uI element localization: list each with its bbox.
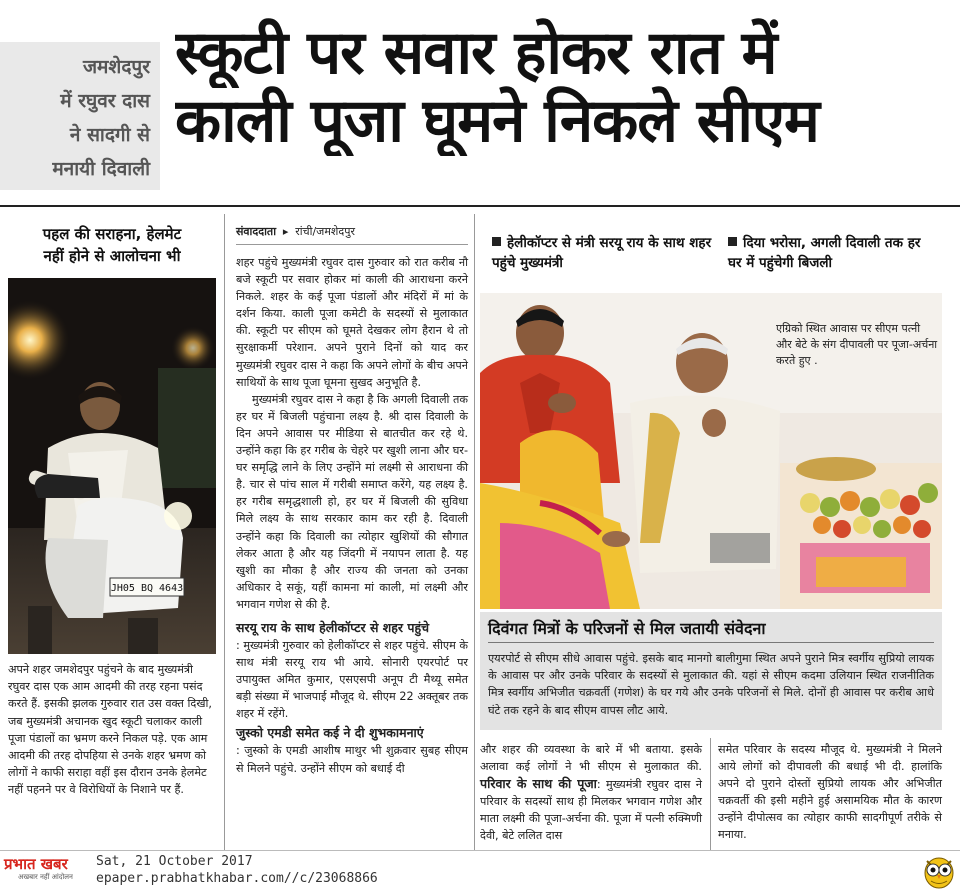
bottom-col2-text: समेत परिवार के सदस्य मौजूद थे. मुख्यमंत्री ने मिलने आये लोगों को दीपावली की बधाई भी दी. हालांकि अपने दो पुराने दोस्तों सुप्रियो लायक और अभिजीत चक्रवर्ती की इसी महीने हुई असामयिक मौत के कारण उन्होंने दीपोत्सव का त्योहार काफी सादगीपूर्ण तरीके से मनाया. bbox=[718, 743, 942, 842]
footer-date: Sat, 21 October 2017 bbox=[96, 854, 253, 869]
footer-logo bbox=[4, 855, 90, 885]
left-heading-line1: पहल की सराहना, हेलमेट bbox=[42, 225, 182, 243]
footer-url: epaper.prabhatkhabar.com//c/23068866 bbox=[96, 871, 378, 886]
dateline-label: संवाददाता bbox=[236, 225, 277, 238]
main-subhead-1: सरयू राय के साथ हेलीकॉप्टर से शहर पहुंचे bbox=[236, 619, 430, 635]
owl-icon[interactable] bbox=[922, 853, 956, 889]
headline bbox=[175, 18, 960, 156]
bottom-column-1 bbox=[480, 741, 702, 845]
condolence-text: एयरपोर्ट से सीएम सीधे आवास पहुंचे. इसके बाद मानगो बालीगुमा स्थित अपने पुराने मित्र स्वर्गीय सुप्रियो लायक के आवास पर और उनके परिवार के सदस्यों से मुलाकात की. यहां से सीएम कदमा उलियान स्थित राजनीतिक मित्र स्वर्गीय अभिजीत चक्रवर्ती (गणेश) के घर गये और उनके परिजनों से मिले. दोनों ही आवास पर करीब आधे घंटे तक रहने के बाद सीएम वापस लौट आये. bbox=[488, 652, 934, 717]
headline-line2: काली पूजा घूमने निकले सीएम bbox=[175, 86, 819, 156]
left-sidebar-heading bbox=[8, 223, 216, 267]
scooter-photo bbox=[8, 278, 216, 654]
bottom-col1-text: और शहर की व्यवस्था के बारे में भी बताया. इसके अलावा कई लोगों ने भी सीएम से मुलाकात की. bbox=[480, 743, 702, 774]
main-subhead-2: जुस्को एमडी समेत कई ने दी शुभकामनाएं bbox=[236, 725, 424, 741]
logo-tagline: अखबार नहीं आंदोलन bbox=[18, 873, 73, 881]
condolence-heading: दिवंगत मित्रों के परिजनों से मिल जतायी संवेदना bbox=[488, 616, 934, 643]
main-column bbox=[236, 254, 468, 777]
scooter-photo-illustration bbox=[8, 278, 216, 654]
dateline-arrow: ▸ bbox=[282, 225, 289, 238]
owl-icon-svg bbox=[922, 853, 956, 889]
main-para-4: : जुस्को के एमडी आशीष माथुर भी शुक्रवार सुबह सीएम से मिलने पहुंचे. उन्होंने सीएम को बधाई दी bbox=[236, 744, 468, 775]
main-para-2: मुख्यमंत्री रघुवर दास ने कहा है कि अगली दिवाली तक हर घर में बिजली पहुंचाना लक्ष्य है. श्री दास दिवाली के दिन अपने आवास पर मीडिया से बातचीत कर रहे थे. उन्होंने कहा कि हर गरीब के चेहरे पर खुशी लाना और घर- घर समृद्धि लाने के लिए उन्होंने मां लक्ष्मी से आराधना की है. चार से पांच साल में गरीबी समाप्त करेंगे, यह लक्ष्य है. हर गरीब समृद्धशाली हो, हर घर में बिजली की सुविधा मिले लक्ष्य के साथ सरकार काम कर रही है. दिवाली उन्होंने कहा कि दिवाली का त्योहार खुशियों की सौगात लेकर आता है और यह जिंदगी में नयापन लाता है. यह खुशी का मौका है और राज्य की जनता को उनका अधिकार दे सकूं, यहीं कामना मां काली, मां लक्ष्मी और भगवान गणेश से की है. bbox=[236, 392, 468, 611]
headline-line1: स्कूटी पर सवार होकर रात में bbox=[175, 18, 777, 88]
dateline-place: रांची/जमशेदपुर bbox=[295, 225, 355, 238]
left-caption-text: अपने शहर जमशेदपुर पहुंचने के बाद मुख्यमंत्री रघुवर दास एक आम आदमी की तरह रहना पसंद करते हैं. इसकी झलक गुरुवार रात उस वक्त दिखी, जब मुख्यमंत्री अचानक खुद स्कूटी चलाकर काली पूजा पंडालों का भ्रमण करने निकल पड़े. एक आम आदमी की तरह दोपहिया से उनके शहर भ्रमण को लोगों ने काफी सराहा वहीं इस दौरान उनके हेलमेट नहीं पहनने पर वे विरोधियों के निशाने पर हैं. bbox=[8, 663, 212, 797]
dateline bbox=[236, 224, 468, 240]
bullet-icon bbox=[728, 237, 737, 246]
column-divider-3 bbox=[710, 738, 711, 850]
column-divider-1 bbox=[224, 214, 225, 850]
bottom-column-2 bbox=[718, 741, 942, 844]
column-divider-2 bbox=[474, 214, 475, 850]
condolence-box bbox=[480, 612, 942, 730]
kicker-text: जमशेदपुर में रघुवर दास ने सादगी से मनायी दिवाली bbox=[52, 56, 150, 180]
dateline-rule bbox=[236, 244, 468, 245]
right-headline-2-text: दिया भरोसा, अगली दिवाली तक हर घर में पहुंचेगी बिजली bbox=[728, 235, 921, 271]
headline-rule bbox=[0, 205, 960, 207]
logo-text: प्रभात खबर bbox=[4, 855, 68, 873]
bottom-col1-text2: : मुख्यमंत्री रघुवर दास ने परिवार के सदस्यों साथ ही मिलकर भगवान गणेश और माता लक्ष्मी की पूजा-अर्चना की. पूजा में पत्नी रुक्मिणी देवी, बेटे ललित दास bbox=[480, 778, 702, 843]
main-para-1: शहर पहुंचे मुख्यमंत्री रघुवर दास गुरुवार को रात करीब नौ बजे स्कूटी पर सवार होकर मां काली की आराधना करने निकले. शहर के कई पूजा पंडालों और मंदिरों में मां के दर्शन किया. काली पूजा कमेटी के सदस्यों से मुलाकात की. स्कूटी पर सीएम को घूमते देखकर लोग हैरान थे तो सुरक्षाकर्मी परेशान. अपने पुराने दिनों को याद कर मुख्यमंत्री रघुवर दास ने कहा कि अपने लोगों के बीच अपने साथियों के साथ पूजा घूमना सुखद अनुभूति है. bbox=[236, 256, 468, 389]
right-headline-1 bbox=[492, 233, 716, 273]
puja-photo-caption: एग्रिको स्थित आवास पर सीएम पत्नी और बेटे के संग दीपावली पर पूजा-अर्चना करते हुए . bbox=[776, 322, 938, 367]
right-headline-1-text: हेलीकॉप्टर से मंत्री सरयू राय के साथ शहर पहुंचे मुख्यमंत्री bbox=[492, 235, 712, 271]
number-plate: JH05 BQ 4643 bbox=[110, 583, 184, 594]
bottom-col1-subhead: परिवार के साथ की पूजा bbox=[480, 776, 597, 792]
kicker-box bbox=[0, 42, 160, 190]
footer bbox=[0, 850, 960, 891]
puja-photo bbox=[480, 293, 942, 609]
right-headline-2 bbox=[728, 233, 938, 273]
main-para-3: : मुख्यमंत्री गुरुवार को हेलीकॉप्टर से शहर पहुंचे. सीएम के साथ मंत्री सरयू राय भी आये. सोनारी एयरपोर्ट पर उपायुक्त अमित कुमार, एसएसपी अनूप टी मैथ्यू समेत बड़ी संख्या में भाजपाई मौजूद थे. सीएम 22 अक्तूबर तक शहर में रहेंगे. bbox=[236, 638, 468, 721]
bullet-icon bbox=[492, 237, 501, 246]
left-photo-caption bbox=[8, 661, 216, 799]
left-heading-line2: नहीं होने से आलोचना भी bbox=[43, 247, 181, 265]
